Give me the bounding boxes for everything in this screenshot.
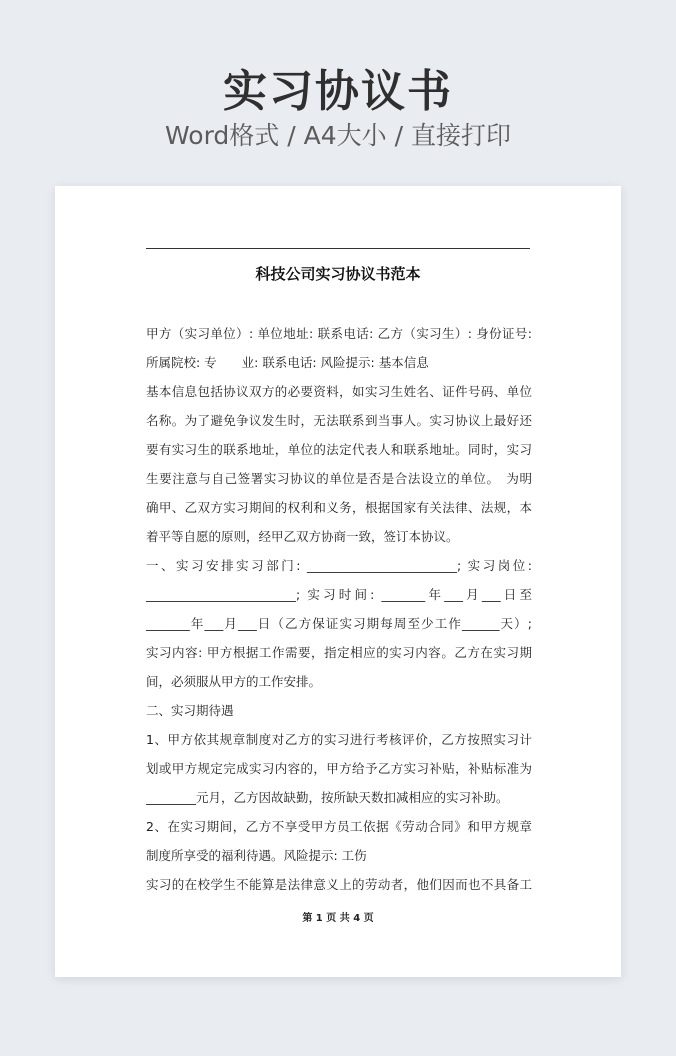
- body-line: _______年___月___日（乙方保证实习期每周至少工作______天）;: [146, 616, 532, 631]
- body-line: 着平等自愿的原则，经甲乙双方协商一致，签订本协议。: [146, 529, 459, 544]
- document-body: [146, 319, 532, 899]
- header-rule: [146, 248, 530, 249]
- body-line: 要有实习生的联系地址，单位的法定代表人和联系地址。同时，实习: [146, 442, 532, 457]
- body-line: 名称。为了避免争议发生时，无法联系到当事人。实习协议上最好还: [146, 413, 532, 428]
- body-line: 间，必须服从甲方的工作安排。: [146, 674, 322, 689]
- body-line: 生要注意与自己签署实习协议的单位是否是合法设立的单位。 为明: [146, 471, 532, 486]
- body-line: 二、实习期待遇: [146, 703, 234, 718]
- document-page: [55, 186, 621, 977]
- document-title: 科技公司实习协议书范本: [255, 265, 421, 283]
- body-line: 1、甲方依其规章制度对乙方的实习进行考核评价，乙方按照实习计: [146, 732, 532, 747]
- body-line: 实习的在校学生不能算是法律意义上的劳动者，他们因而也不具备工: [146, 877, 532, 892]
- page-footer: 第 1 页 共 4 页: [302, 913, 374, 924]
- body-line: 2、在实习期间，乙方不享受甲方员工依据《劳动合同》和甲方规章: [146, 819, 532, 834]
- body-line: 甲方（实习单位）: 单位地址: 联系电话: 乙方（实习生）: 身份证号:: [146, 326, 532, 341]
- banner-title: 实习协议书: [223, 66, 453, 117]
- body-line: 实习内容: 甲方根据工作需要，指定相应的实习内容。乙方在实习期: [146, 645, 532, 660]
- body-line: ________元月，乙方因故缺勤，按所缺天数扣减相应的实习补助。: [146, 790, 509, 805]
- body-line: 一、实习安排实习部门: ________________________; 实习岗位:: [146, 558, 532, 573]
- body-line: ________________________; 实习时间: _______年___月___日至: [146, 587, 532, 602]
- body-line: 所属院校: 专 业: 联系电话: 风险提示: 基本信息: [146, 355, 429, 370]
- body-line: 划或甲方规定完成实习内容的，甲方给予乙方实习补贴，补贴标准为: [146, 761, 532, 776]
- body-line: 确甲、乙双方实习期间的权利和义务，根据国家有关法律、法规，本: [146, 500, 532, 515]
- banner-subtitle: Word格式 / A4大小 / 直接打印: [165, 121, 511, 150]
- body-line: 制度所享受的福利待遇。风险提示: 工伤: [146, 848, 367, 863]
- body-line: 基本信息包括协议双方的必要资料，如实习生姓名、证件号码、单位: [146, 384, 532, 399]
